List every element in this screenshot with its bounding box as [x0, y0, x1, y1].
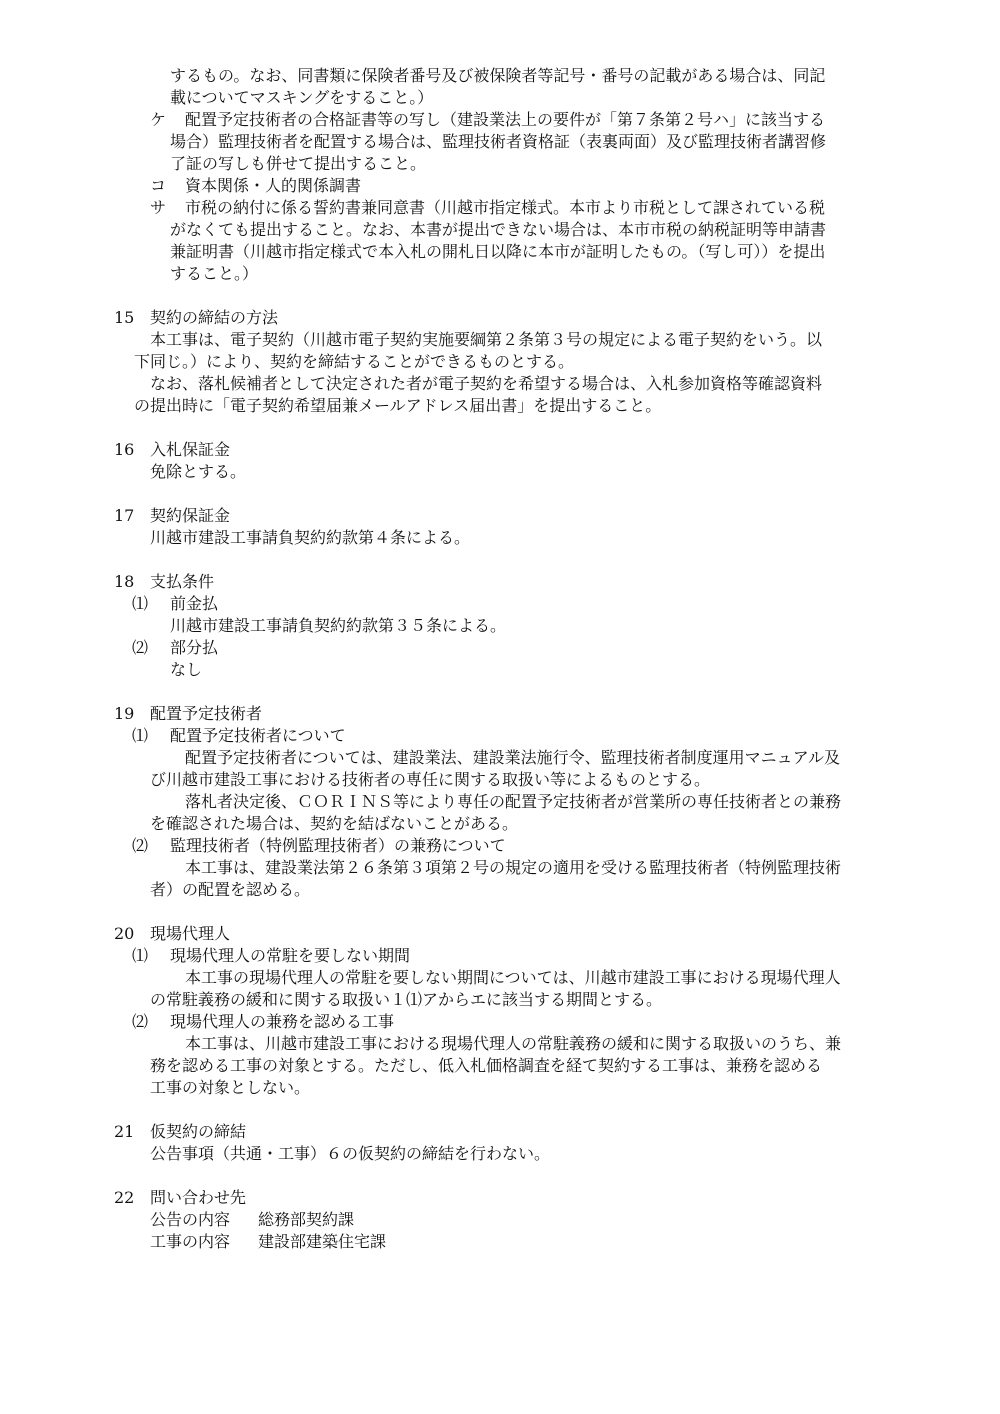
contact-value: 建設部建築住宅課	[258, 1232, 387, 1251]
paragraph-line: 務を認める工事の対象とする。ただし、低入札価格調査を経て契約する工事は、兼務を認める	[150, 1056, 823, 1075]
paragraph-line: 下同じ。）により、契約を締結することができるものとする。	[134, 352, 575, 371]
section-number: 21	[114, 1122, 135, 1141]
subitem-mark: ⑴	[132, 594, 149, 613]
list-item-sa-line: 市税の納付に係る誓約書兼同意書（川越市指定様式。本市より市税として課されている税	[185, 198, 826, 217]
contact-value: 総務部契約課	[258, 1210, 355, 1229]
list-item-ke-mark: ケ	[150, 110, 167, 129]
paragraph-line: 者）の配置を認める。	[150, 880, 311, 899]
section-title: 問い合わせ先	[150, 1188, 247, 1207]
section-number: 16	[114, 440, 135, 459]
subitem-mark: ⑴	[132, 946, 149, 965]
subitem-body: 川越市建設工事請負契約約款第３５条による。	[170, 616, 507, 635]
continuation-line: 載についてマスキングをすること。）	[170, 88, 434, 107]
section-title: 契約保証金	[150, 506, 231, 525]
subitem-mark: ⑵	[132, 638, 149, 657]
list-item-ko-line: 資本関係・人的関係調書	[185, 176, 362, 195]
list-item-ke-line: 了証の写しも併せて提出すること。	[170, 154, 427, 173]
paragraph-line: 配置予定技術者については、建設業法、建設業法施行令、監理技術者制度運用マニュアル及	[185, 748, 841, 767]
section-number: 17	[114, 506, 135, 525]
contact-label: 工事の内容	[150, 1232, 231, 1251]
contact-label: 公告の内容	[150, 1210, 231, 1229]
list-item-sa-line: すること。）	[170, 264, 259, 283]
section-title: 入札保証金	[150, 440, 231, 459]
subitem-title: 部分払	[170, 638, 219, 657]
subitem-mark: ⑵	[132, 1012, 149, 1031]
list-item-ko-mark: コ	[150, 176, 167, 195]
section-number: 22	[114, 1188, 135, 1207]
section-title: 現場代理人	[150, 924, 231, 943]
paragraph-line: の提出時に「電子契約希望届兼メールアドレス届出書」を提出すること。	[134, 396, 662, 415]
section-body: 川越市建設工事請負契約約款第４条による。	[150, 528, 471, 547]
paragraph-line: 本工事は、川越市建設工事における現場代理人の常駐義務の緩和に関する取扱いのうち、兼	[185, 1034, 842, 1053]
list-item-sa-line: 兼証明書（川越市指定様式で本入札の開札日以降に本市が証明したもの。（写し可））を提出	[170, 242, 826, 261]
list-item-ke-line: 配置予定技術者の合格証書等の写し（建設業法上の要件が「第７条第２号ハ」に該当する	[185, 110, 826, 129]
subitem-title: 現場代理人の兼務を認める工事	[170, 1012, 395, 1031]
paragraph-line: 落札者決定後、ＣＯＲＩＮＳ等により専任の配置予定技術者が営業所の専任技術者との兼務	[185, 792, 842, 811]
subitem-body: なし	[170, 660, 203, 679]
list-item-sa-mark: サ	[150, 198, 167, 217]
subitem-mark: ⑴	[132, 726, 149, 745]
section-title: 仮契約の締結	[150, 1122, 247, 1141]
section-number: 19	[114, 704, 135, 723]
paragraph-line: 本工事は、電子契約（川越市電子契約実施要綱第２条第３号の規定による電子契約をいう。以	[150, 330, 823, 349]
subitem-mark: ⑵	[132, 836, 149, 855]
subitem-title: 前金払	[170, 594, 219, 613]
paragraph-line: 工事の対象としない。	[150, 1078, 311, 1097]
list-item-ke-line: 場合）監理技術者を配置する場合は、監理技術者資格証（表裏両面）及び監理技術者講習修	[170, 132, 827, 151]
section-title: 契約の締結の方法	[150, 308, 279, 327]
paragraph-line: 本工事の現場代理人の常駐を要しない期間については、川越市建設工事における現場代理人	[185, 968, 841, 987]
section-number: 20	[114, 924, 135, 943]
section-title: 配置予定技術者	[150, 704, 263, 723]
paragraph-line: の常駐義務の緩和に関する取扱い１⑴アからエに該当する期間とする。	[150, 990, 663, 1009]
paragraph-line: なお、落札候補者として決定された者が電子契約を希望する場合は、入札参加資格等確認資料	[150, 374, 823, 393]
section-body: 免除とする。	[150, 462, 247, 481]
subitem-title: 配置予定技術者について	[170, 726, 346, 745]
section-title: 支払条件	[150, 572, 215, 591]
section-body: 公告事項（共通・工事）６の仮契約の締結を行わない。	[150, 1144, 551, 1163]
section-number: 18	[114, 572, 135, 591]
subitem-title: 監理技術者（特例監理技術者）の兼務について	[170, 836, 506, 855]
continuation-line: するもの。なお、同書類に保険者番号及び被保険者等記号・番号の記載がある場合は、同記	[170, 66, 826, 85]
paragraph-line: び川越市建設工事における技術者の専任に関する取扱い等によるものとする。	[150, 770, 711, 789]
paragraph-line: 本工事は、建設業法第２６条第３項第２号の規定の適用を受ける監理技術者（特例監理技術	[185, 858, 842, 877]
paragraph-line: を確認された場合は、契約を結ばないことがある。	[150, 814, 519, 833]
section-number: 15	[114, 308, 135, 327]
subitem-title: 現場代理人の常駐を要しない期間	[170, 946, 411, 965]
list-item-sa-line: がなくても提出すること。なお、本書が提出できない場合は、本市市税の納税証明等申請書	[170, 220, 827, 239]
